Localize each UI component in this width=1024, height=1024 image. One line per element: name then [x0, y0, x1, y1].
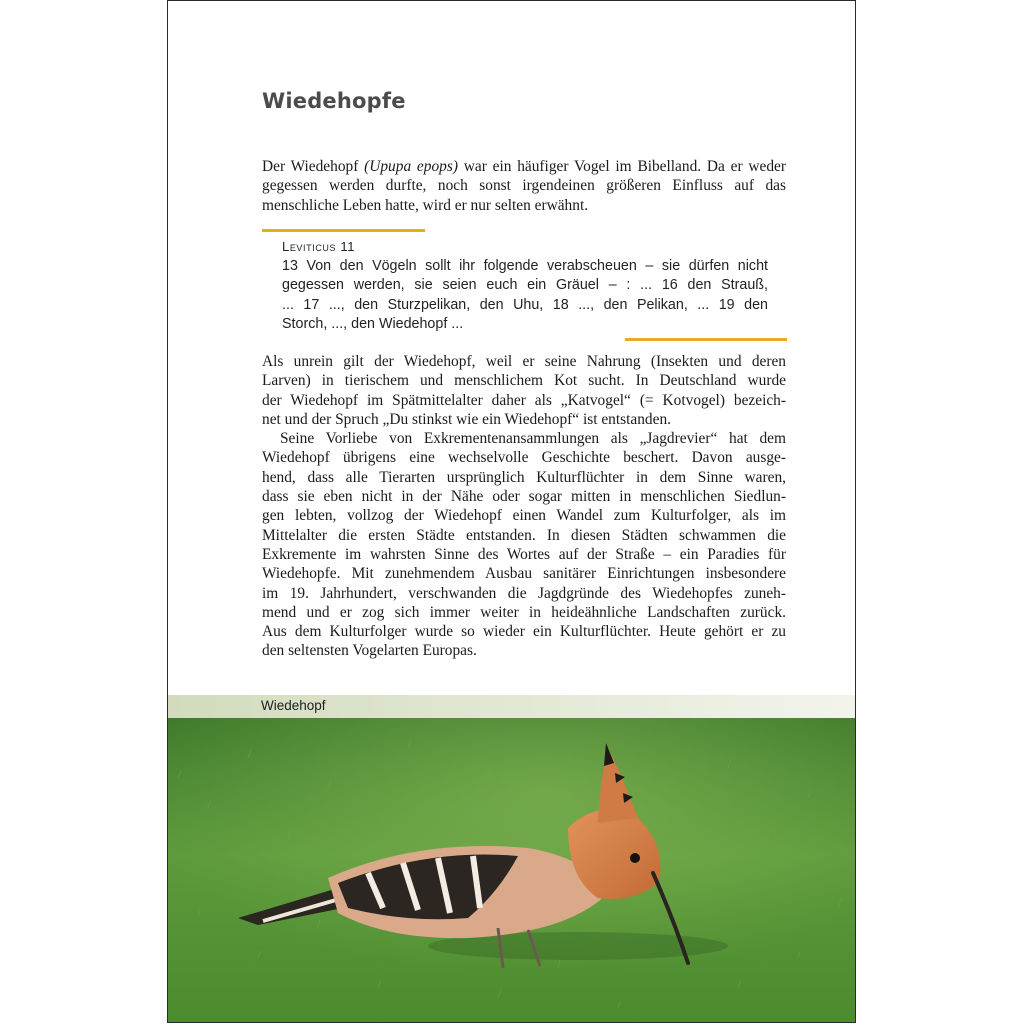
accent-rule-bottom — [625, 338, 787, 341]
body-line: Aus dem Kulturfolger wurde so wieder ein Kulturflüchter. Heute gehört er zu — [262, 623, 786, 641]
quote-line: gegessen werden, sie seien euch ein Gräuel – : ... 16 den Strauß, — [282, 277, 768, 293]
body-line: Wiedehopfe. Mit zunehmendem Ausbau sanitärer Einrichtungen insbesondere — [262, 565, 786, 583]
accent-rule-top — [262, 229, 425, 232]
body-line: mend und er zog sich immer weiter in heideähnliche Landschaften zurück. — [262, 603, 786, 621]
body-line: Als unrein gilt der Wiedehopf, weil er seine Nahrung (Insekten und deren — [262, 353, 786, 370]
intro-line — [262, 157, 786, 176]
caption-bar — [168, 695, 855, 718]
figure-caption: Wiedehopf — [261, 698, 326, 713]
body-line: net und der Spruch „Du stinkst wie ein Wiedehopf“ ist entstanden. — [262, 410, 671, 428]
body-paragraphs — [262, 352, 786, 661]
quote-line: ... 17 ..., den Sturzpelikan, den Uhu, 18 ..., den Pelikan, ... 19 den — [282, 296, 768, 313]
page-title: Wiedehopfe — [262, 89, 406, 113]
scripture-quote — [282, 237, 768, 335]
body-line: gen lebten, vollzog der Wiedehopf einen Wandel zum Kulturfolger, als im — [262, 507, 786, 525]
intro-line: menschliche Leben hatte, wird er nur selten erwähnt. — [262, 196, 589, 214]
body-line: den seltensten Vogelarten Europas. — [262, 642, 477, 660]
intro-line: gegessen werden durfte, noch sonst irgendeinen größeren Einfluss auf das — [262, 177, 786, 195]
eye — [630, 853, 640, 863]
body-line: Wiedehopf übrigens eine wechselvolle Geschichte beschert. Davon ausge- — [262, 449, 786, 467]
body-line: Exkremente im wahrsten Sinne des Wortes auf der Straße – ein Paradies für — [262, 545, 786, 563]
body-line: Larven) in tierischem und menschlichem Kot sucht. In Deutschland wurde — [262, 372, 786, 390]
hoopoe-figure — [168, 695, 855, 1023]
book-page — [167, 0, 856, 1023]
body-line: dass sie eben nicht in der Nähe oder sogar mitten in menschlichen Siedlun- — [262, 488, 786, 506]
latin-name: (Upupa epops) — [364, 158, 458, 175]
quote-reference: Leviticus 11 — [282, 239, 356, 254]
body-line: hend, dass alle Tierarten ursprünglich Kulturflüchter in dem Sinne waren, — [262, 468, 786, 486]
body-line: der Wiedehopf im Spätmittelalter daher als „Katvogel“ (= Kotvogel) bezeich- — [262, 391, 786, 409]
body-line: Seine Vorliebe von Exkrementenansammlungen als „Jagdrevier“ hat dem — [280, 430, 786, 448]
quote-line: 13 Von den Vögeln sollt ihr folgende verabscheuen – sie dürfen nicht — [282, 257, 768, 274]
body-line: im 19. Jahrhundert, verschwanden die Jagdgründe des Wiedehopfes zuneh- — [262, 584, 786, 602]
intro-paragraph — [262, 157, 786, 215]
hoopoe-photo — [168, 718, 855, 1023]
body-line: Mittelalter die ersten Städte entstanden. In diesen Städten schwammen die — [262, 526, 786, 544]
intro-line-start: Der Wiedehopf — [262, 158, 365, 175]
quote-line: Storch, ..., den Wiedehopf ... — [282, 316, 464, 332]
intro-line-rest: war ein häufiger Vogel im Bibelland. Da er weder — [457, 158, 786, 175]
